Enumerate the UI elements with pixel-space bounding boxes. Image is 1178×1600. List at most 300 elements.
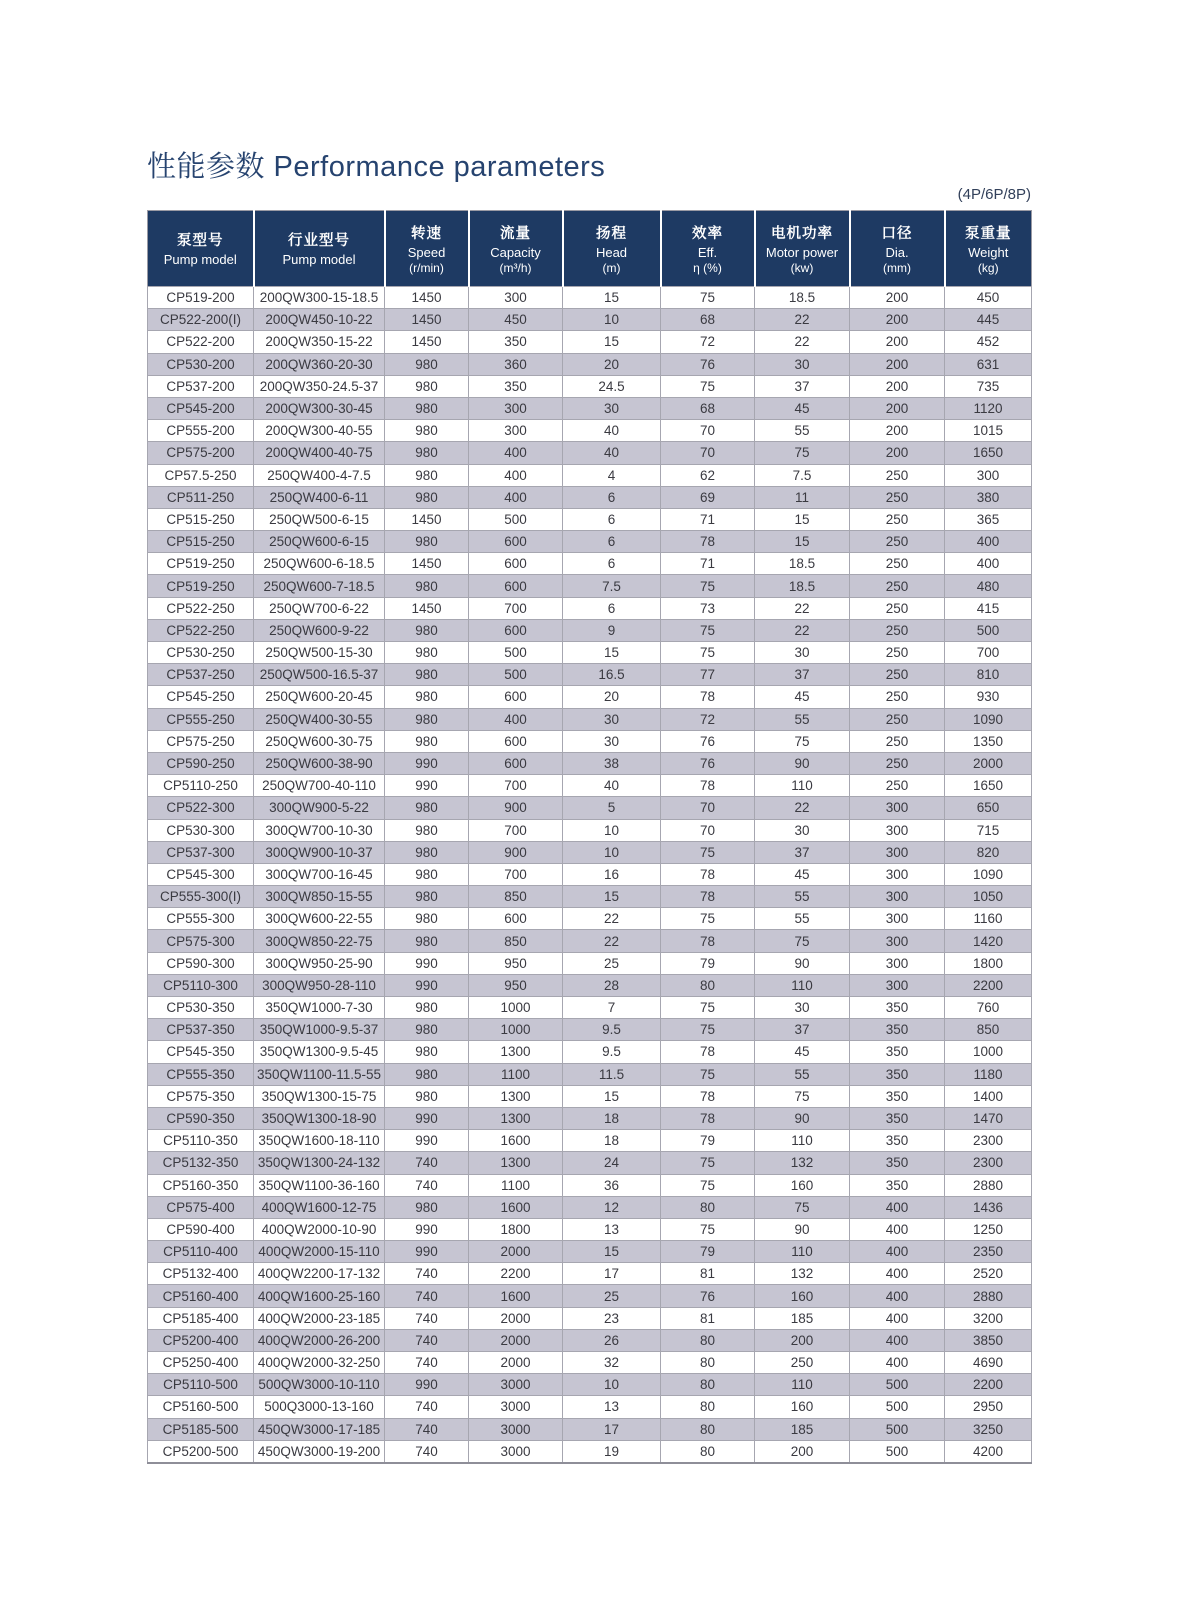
table-row (148, 442, 1032, 464)
table-cell: 200 (850, 331, 945, 353)
table-cell: 250 (755, 1352, 850, 1374)
table-cell: 400 (850, 1329, 945, 1351)
table-cell: 350QW1100-11.5-55 (254, 1063, 385, 1085)
table-cell: 18.5 (755, 553, 850, 575)
table-cell: 300 (850, 952, 945, 974)
table-cell: 75 (755, 1085, 850, 1107)
table-cell: 820 (945, 841, 1032, 863)
table-cell: 69 (661, 486, 755, 508)
table-cell: 300 (469, 287, 563, 309)
table-row (148, 1174, 1032, 1196)
table-row (148, 508, 1032, 530)
table-cell: 300 (945, 464, 1032, 486)
table-row (148, 997, 1032, 1019)
performance-parameters-table (147, 210, 1032, 1464)
table-cell: 80 (661, 1396, 755, 1418)
table-cell: 76 (661, 730, 755, 752)
column-label-zh: 口径 (881, 226, 913, 242)
table-row (148, 1085, 1032, 1107)
table-cell: 500Q3000-13-160 (254, 1396, 385, 1418)
table-cell: CP522-250 (148, 619, 254, 641)
table-cell: 990 (385, 1218, 469, 1240)
table-cell: 400QW2200-17-132 (254, 1263, 385, 1285)
table-cell: 2000 (469, 1307, 563, 1329)
table-cell: 13 (563, 1218, 661, 1240)
table-cell: 500 (469, 508, 563, 530)
column-unit: (r/min) (409, 261, 444, 275)
column-label-zh: 扬程 (596, 226, 627, 242)
table-cell: 250QW400-4-7.5 (254, 464, 385, 486)
table-cell: 10 (563, 819, 661, 841)
table-cell: 75 (755, 442, 850, 464)
table-cell: 300 (850, 974, 945, 996)
table-cell: 76 (661, 1285, 755, 1307)
table-cell: 1300 (469, 1041, 563, 1063)
table-cell: 900 (469, 797, 563, 819)
table-cell: 37 (755, 664, 850, 686)
table-cell: 1180 (945, 1063, 1032, 1085)
table-cell: 71 (661, 553, 755, 575)
table-cell: CP522-200 (148, 331, 254, 353)
table-cell: 18.5 (755, 287, 850, 309)
table-cell: 360 (469, 353, 563, 375)
table-cell: 980 (385, 841, 469, 863)
table-cell: 350QW1100-36-160 (254, 1174, 385, 1196)
table-header (148, 211, 1032, 287)
table-cell: CP545-300 (148, 863, 254, 885)
table-cell: 55 (755, 1063, 850, 1085)
table-row (148, 1285, 1032, 1307)
table-cell: 400 (469, 442, 563, 464)
table-cell: 75 (661, 1152, 755, 1174)
table-cell: 600 (469, 752, 563, 774)
table-row (148, 287, 1032, 309)
table-cell: 40 (563, 775, 661, 797)
table-row (148, 1196, 1032, 1218)
table-cell: 22 (755, 619, 850, 641)
table-cell: 6 (563, 597, 661, 619)
table-cell: 980 (385, 664, 469, 686)
table-cell: 68 (661, 397, 755, 419)
table-cell: 400QW2000-10-90 (254, 1218, 385, 1240)
table-cell: 980 (385, 797, 469, 819)
table-cell: CP519-250 (148, 553, 254, 575)
table-row (148, 353, 1032, 375)
table-cell: 2000 (945, 752, 1032, 774)
table-cell: 300QW700-16-45 (254, 863, 385, 885)
column-label-en: Eff. (697, 245, 718, 260)
table-cell: 28 (563, 974, 661, 996)
table-row (148, 819, 1032, 841)
table-cell: 650 (945, 797, 1032, 819)
table-cell: 350 (850, 1085, 945, 1107)
table-cell: 990 (385, 775, 469, 797)
table-cell: 78 (661, 1107, 755, 1129)
table-cell: 15 (755, 531, 850, 553)
table-cell: CP5110-350 (148, 1130, 254, 1152)
table-row (148, 309, 1032, 331)
table-cell: 80 (661, 974, 755, 996)
table-cell: 300 (850, 841, 945, 863)
table-cell: 950 (469, 952, 563, 974)
table-cell: 22 (755, 309, 850, 331)
table-cell: CP555-300 (148, 908, 254, 930)
table-cell: 68 (661, 309, 755, 331)
table-cell: CP555-350 (148, 1063, 254, 1085)
table-cell: 80 (661, 1374, 755, 1396)
table-row (148, 1019, 1032, 1041)
table-cell: 200 (850, 375, 945, 397)
table-row (148, 1063, 1032, 1085)
table-cell: 1450 (385, 597, 469, 619)
table-cell: 400 (850, 1285, 945, 1307)
table-cell: 1100 (469, 1063, 563, 1085)
table-cell: 980 (385, 619, 469, 641)
table-cell: 250QW600-7-18.5 (254, 575, 385, 597)
table-cell: 200 (850, 287, 945, 309)
table-cell: 450QW3000-17-185 (254, 1418, 385, 1440)
table-cell: 250 (850, 575, 945, 597)
table-cell: 45 (755, 1041, 850, 1063)
table-cell: 250QW600-38-90 (254, 752, 385, 774)
table-cell: 735 (945, 375, 1032, 397)
table-cell: 1450 (385, 553, 469, 575)
table-cell: 1450 (385, 287, 469, 309)
column-header-industry-model (254, 211, 385, 287)
table-cell: 990 (385, 1241, 469, 1263)
table-row (148, 553, 1032, 575)
table-cell: CP590-350 (148, 1107, 254, 1129)
table-cell: 75 (661, 997, 755, 1019)
table-cell: 300QW850-22-75 (254, 930, 385, 952)
table-cell: 480 (945, 575, 1032, 597)
table-cell: 37 (755, 841, 850, 863)
table-cell: 30 (755, 997, 850, 1019)
table-cell: 200 (755, 1440, 850, 1463)
table-cell: 400 (850, 1218, 945, 1240)
table-cell: 200QW300-30-45 (254, 397, 385, 419)
table-cell: 45 (755, 397, 850, 419)
column-label-en: Pump model (163, 252, 237, 267)
table-row (148, 730, 1032, 752)
table-cell: 300QW900-10-37 (254, 841, 385, 863)
table-cell: 22 (755, 597, 850, 619)
table-cell: 78 (661, 863, 755, 885)
table-cell: 600 (469, 553, 563, 575)
table-cell: 250 (850, 531, 945, 553)
table-cell: 350QW1300-18-90 (254, 1107, 385, 1129)
table-cell: 6 (563, 531, 661, 553)
table-row (148, 775, 1032, 797)
table-cell: 300QW950-28-110 (254, 974, 385, 996)
column-label-en: Capacity (490, 245, 541, 260)
table-cell: 2350 (945, 1241, 1032, 1263)
table-cell: 77 (661, 664, 755, 686)
table-cell: 600 (469, 531, 563, 553)
table-cell: 980 (385, 575, 469, 597)
table-cell: 250 (850, 597, 945, 619)
table-row (148, 1041, 1032, 1063)
table-cell: 250QW500-15-30 (254, 642, 385, 664)
table-cell: 1450 (385, 331, 469, 353)
table-cell: 1600 (469, 1285, 563, 1307)
table-cell: CP5110-250 (148, 775, 254, 797)
table-cell: CP5132-350 (148, 1152, 254, 1174)
table-cell: CP530-350 (148, 997, 254, 1019)
table-cell: 6 (563, 508, 661, 530)
table-cell: 1090 (945, 708, 1032, 730)
table-cell: CP5110-400 (148, 1241, 254, 1263)
table-cell: 350QW1000-9.5-37 (254, 1019, 385, 1041)
table-cell: 300 (850, 797, 945, 819)
table-cell: 1470 (945, 1107, 1032, 1129)
table-cell: 1160 (945, 908, 1032, 930)
table-row (148, 952, 1032, 974)
table-cell: CP5160-500 (148, 1396, 254, 1418)
table-cell: CP545-350 (148, 1041, 254, 1063)
table-cell: 990 (385, 1374, 469, 1396)
table-cell: 740 (385, 1152, 469, 1174)
table-cell: 75 (661, 908, 755, 930)
table-cell: 250 (850, 464, 945, 486)
table-cell: 1600 (469, 1196, 563, 1218)
table-cell: 90 (755, 952, 850, 974)
table-cell: 452 (945, 331, 1032, 353)
table-cell: CP5110-300 (148, 974, 254, 996)
table-row (148, 1107, 1032, 1129)
table-cell: 25 (563, 1285, 661, 1307)
table-cell: 200QW300-15-18.5 (254, 287, 385, 309)
table-cell: 81 (661, 1307, 755, 1329)
table-cell: 15 (563, 1241, 661, 1263)
table-cell: 37 (755, 375, 850, 397)
table-cell: CP511-250 (148, 486, 254, 508)
table-cell: 78 (661, 686, 755, 708)
table-cell: 75 (755, 930, 850, 952)
table-cell: 900 (469, 841, 563, 863)
column-unit: (kw) (790, 261, 814, 275)
table-cell: 350 (469, 375, 563, 397)
table-cell: 80 (661, 1329, 755, 1351)
table-cell: 250QW400-30-55 (254, 708, 385, 730)
column-label-en: Weight (968, 245, 1009, 260)
column-header-speed (385, 211, 469, 287)
table-cell: 16 (563, 863, 661, 885)
table-cell: 400QW2000-15-110 (254, 1241, 385, 1263)
table-cell: 3000 (469, 1440, 563, 1463)
table-row (148, 886, 1032, 908)
table-cell: 250 (850, 752, 945, 774)
table-cell: 350 (850, 1130, 945, 1152)
table-cell: 75 (661, 375, 755, 397)
table-cell: 980 (385, 886, 469, 908)
column-header-efficiency (661, 211, 755, 287)
table-cell: 1000 (469, 997, 563, 1019)
table-cell: 400 (850, 1352, 945, 1374)
table-row (148, 686, 1032, 708)
table-cell: 740 (385, 1418, 469, 1440)
column-header-head (563, 211, 661, 287)
table-cell: 500 (469, 642, 563, 664)
table-cell: 5 (563, 797, 661, 819)
table-cell: 400QW1600-25-160 (254, 1285, 385, 1307)
table-cell: 980 (385, 442, 469, 464)
table-row (148, 1263, 1032, 1285)
table-cell: CP555-300(I) (148, 886, 254, 908)
table-cell: 500 (850, 1418, 945, 1440)
table-cell: 350 (850, 1041, 945, 1063)
table-cell: 76 (661, 752, 755, 774)
table-cell: 990 (385, 1107, 469, 1129)
page-title: 性能参数 Performance parameters (147, 151, 606, 183)
table-row (148, 375, 1032, 397)
table-cell: 2520 (945, 1263, 1032, 1285)
table-cell: 445 (945, 309, 1032, 331)
table-cell: 1450 (385, 508, 469, 530)
table-cell: CP519-200 (148, 287, 254, 309)
table-cell: 75 (755, 730, 850, 752)
table-cell: 80 (661, 1352, 755, 1374)
table-cell: 980 (385, 686, 469, 708)
table-cell: 400 (469, 708, 563, 730)
table-cell: 980 (385, 464, 469, 486)
table-cell: 980 (385, 997, 469, 1019)
table-cell: 3000 (469, 1396, 563, 1418)
table-body (148, 287, 1032, 1463)
table-row (148, 597, 1032, 619)
table-cell: 500 (850, 1440, 945, 1463)
table-cell: 78 (661, 1085, 755, 1107)
table-cell: 400QW2000-32-250 (254, 1352, 385, 1374)
table-cell: CP545-200 (148, 397, 254, 419)
table-cell: CP575-300 (148, 930, 254, 952)
table-row (148, 863, 1032, 885)
table-cell: 450QW3000-19-200 (254, 1440, 385, 1463)
table-cell: 300 (469, 397, 563, 419)
table-cell: 450 (945, 287, 1032, 309)
table-cell: 740 (385, 1352, 469, 1374)
table-cell: 110 (755, 775, 850, 797)
table-cell: 75 (661, 287, 755, 309)
table-cell: 950 (469, 974, 563, 996)
table-cell: 185 (755, 1418, 850, 1440)
column-label-en: Dia. (885, 245, 909, 260)
table-cell: CP590-400 (148, 1218, 254, 1240)
table-cell: 70 (661, 819, 755, 841)
table-cell: 9.5 (563, 1041, 661, 1063)
table-cell: 55 (755, 908, 850, 930)
table-cell: 350 (850, 1019, 945, 1041)
table-cell: 250QW600-20-45 (254, 686, 385, 708)
table-cell: 380 (945, 486, 1032, 508)
table-cell: 1300 (469, 1085, 563, 1107)
table-cell: 75 (661, 642, 755, 664)
table-cell: 1300 (469, 1152, 563, 1174)
table-cell: 6 (563, 553, 661, 575)
table-row (148, 531, 1032, 553)
table-cell: 78 (661, 886, 755, 908)
table-row (148, 619, 1032, 641)
table-cell: 500 (850, 1396, 945, 1418)
table-cell: 80 (661, 1196, 755, 1218)
table-cell: 740 (385, 1285, 469, 1307)
table-cell: 2000 (469, 1241, 563, 1263)
table-cell: 740 (385, 1174, 469, 1196)
table-cell: 78 (661, 1041, 755, 1063)
table-row (148, 1152, 1032, 1174)
table-cell: 17 (563, 1263, 661, 1285)
table-cell: 980 (385, 1019, 469, 1041)
column-unit: (kg) (977, 261, 999, 275)
table-cell: 980 (385, 375, 469, 397)
table-cell: 11 (755, 486, 850, 508)
table-cell: 1450 (385, 309, 469, 331)
table-cell: 250QW600-6-18.5 (254, 553, 385, 575)
table-cell: CP555-250 (148, 708, 254, 730)
table-cell: 2200 (945, 1374, 1032, 1396)
table-cell: 980 (385, 420, 469, 442)
table-cell: 200 (850, 397, 945, 419)
table-cell: 400 (850, 1263, 945, 1285)
table-cell: 90 (755, 1107, 850, 1129)
table-cell: 75 (661, 1063, 755, 1085)
table-cell: 1250 (945, 1218, 1032, 1240)
table-cell: CP5250-400 (148, 1352, 254, 1374)
table-cell: 1100 (469, 1174, 563, 1196)
table-cell: 15 (563, 1085, 661, 1107)
table-cell: 700 (945, 642, 1032, 664)
table-cell: 2300 (945, 1152, 1032, 1174)
table-cell: 760 (945, 997, 1032, 1019)
table-cell: 850 (469, 886, 563, 908)
table-cell: 1000 (945, 1041, 1032, 1063)
table-cell: 30 (563, 730, 661, 752)
table-cell: 4 (563, 464, 661, 486)
table-cell: 400 (850, 1307, 945, 1329)
table-row (148, 752, 1032, 774)
table-row (148, 1307, 1032, 1329)
table-cell: 400 (469, 464, 563, 486)
table-cell: 71 (661, 508, 755, 530)
table-cell: 4690 (945, 1352, 1032, 1374)
table-cell: 200 (850, 309, 945, 331)
table-row (148, 974, 1032, 996)
table-cell: 20 (563, 686, 661, 708)
table-cell: 2200 (469, 1263, 563, 1285)
table-cell: 740 (385, 1396, 469, 1418)
table-cell: CP530-250 (148, 642, 254, 664)
column-label-en: Speed (407, 245, 446, 260)
table-cell: CP519-250 (148, 575, 254, 597)
table-cell: 1400 (945, 1085, 1032, 1107)
table-cell: 400QW2000-23-185 (254, 1307, 385, 1329)
table-cell: 36 (563, 1174, 661, 1196)
table-cell: CP5160-400 (148, 1285, 254, 1307)
table-cell: CP575-350 (148, 1085, 254, 1107)
column-label-en: Head (595, 245, 628, 260)
table-cell: 80 (661, 1418, 755, 1440)
table-cell: 250 (850, 686, 945, 708)
table-cell: 700 (469, 819, 563, 841)
table-cell: CP522-300 (148, 797, 254, 819)
table-cell: 250 (850, 553, 945, 575)
table-cell: 200 (755, 1329, 850, 1351)
table-cell: 300 (850, 863, 945, 885)
table-row (148, 642, 1032, 664)
table-cell: 30 (755, 353, 850, 375)
table-cell: 300QW850-15-55 (254, 886, 385, 908)
table-cell: 300 (850, 886, 945, 908)
